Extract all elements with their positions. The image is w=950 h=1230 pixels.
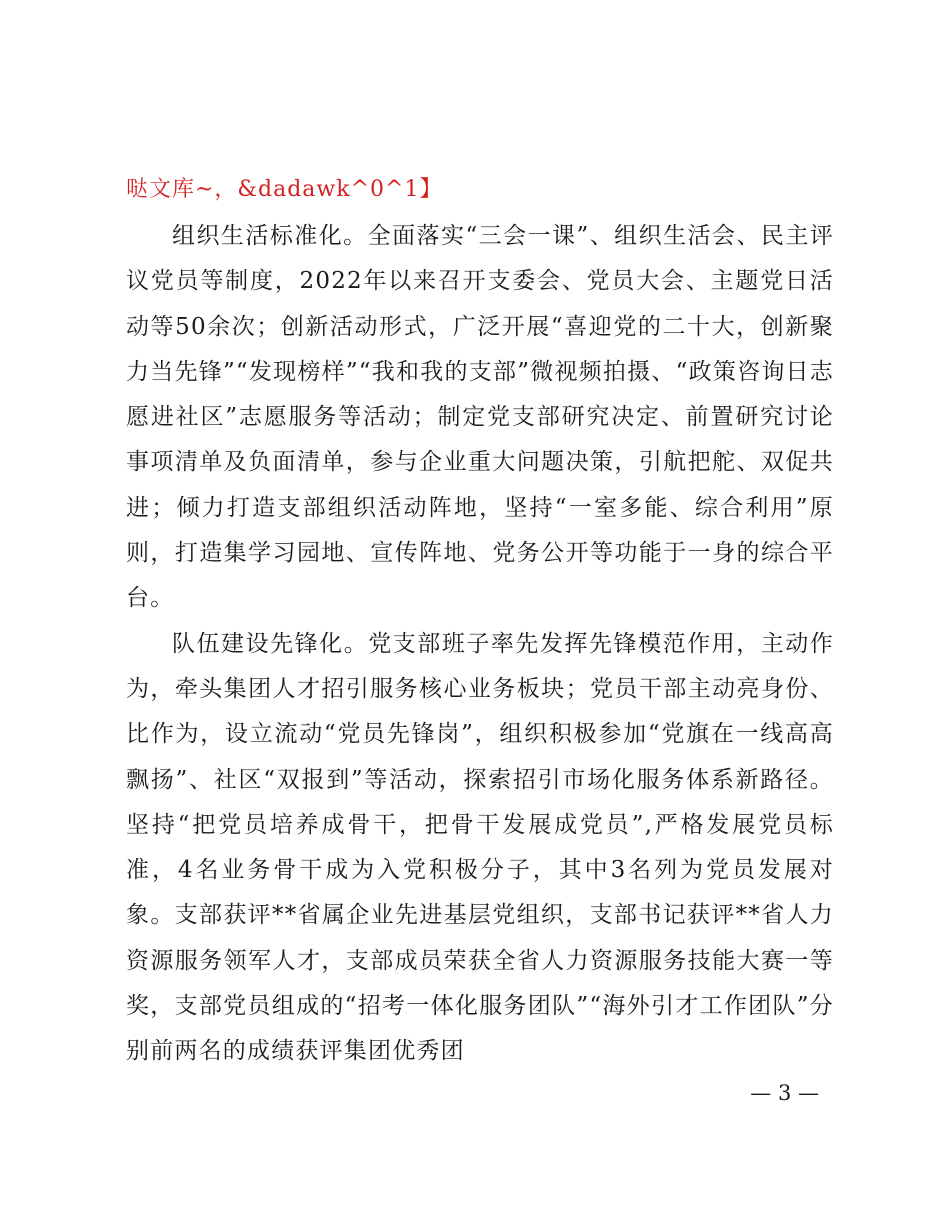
paragraph-organization-life: 组织生活标准化。全面落实“三会一课”、组织生活会、民主评议党员等制度，2022年以来召开支委会、党员大会、主题党日活动等50余次；创新活动形式，广泛开展“喜迎党的二十大，创新聚力当先锋”“发现榜样”“我和我的支部”微视频拍摄、“政策咨询日志愿进社区”志愿服务等活动；制定党支部研究决定、前置研究讨论事项清单及负面清单，参与企业重大问题决策，引航把舵、双促共进；倾力打造支部组织活动阵地，坚持“一室多能、综合利用”原则，打造集学习园地、宣传阵地、党务公开等功能于一身的综合平台。	[126, 223, 834, 612]
source-watermark-line: 哒文库~，&dadawk^0^1】	[126, 177, 443, 202]
body-content	[126, 214, 834, 1075]
paragraph-team-building: 队伍建设先锋化。党支部班子率先发挥先锋模范作用，主动作为，牵头集团人才招引服务核心业务板块；党员干部主动亮身份、比作为，设立流动“党员先锋岗”，组织积极参加“党旗在一线高高飘扬”、社区“双报到”等活动，探索招引市场化服务体系新路径。坚持“把党员培养成骨干，把骨干发展成党员”,严格发展党员标准，4名业务骨干成为入党积极分子，其中3名列为党员发展对象。支部获评**省属企业先进基层党组织，支部书记获评**省人力资源服务领军人才，支部成员荣获全省人力资源服务技能大赛一等奖，支部党员组成的“招考一体化服务团队”“海外引才工作团队”分别前两名的成绩获评集团优秀团	[126, 630, 834, 1065]
page-number: — 3 —	[750, 1081, 819, 1105]
